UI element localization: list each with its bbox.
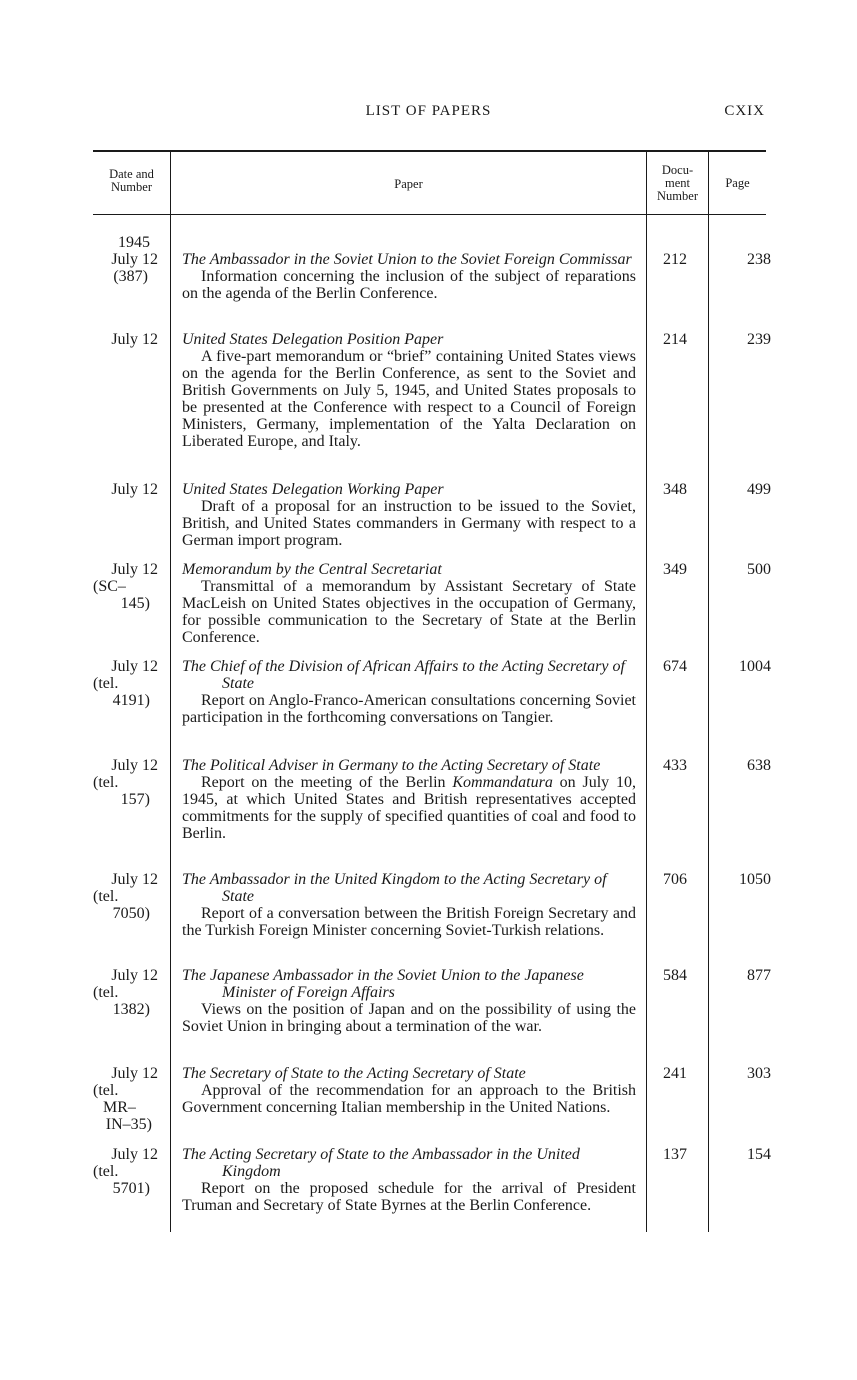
document-number: 584 bbox=[663, 967, 687, 984]
column-header-doc-line: Number bbox=[657, 189, 698, 203]
date-line: (SC– bbox=[93, 578, 126, 595]
date-line: (tel. bbox=[93, 675, 119, 692]
date-cell bbox=[93, 561, 158, 612]
date-number: 7050) bbox=[112, 905, 150, 922]
date-line: (tel. bbox=[93, 774, 119, 791]
document-number: 433 bbox=[663, 757, 687, 774]
papers-table bbox=[93, 150, 771, 1232]
date-line: (tel. bbox=[93, 888, 119, 905]
header-bottom-rule bbox=[93, 214, 766, 215]
paper-description: A five-part memorandum or “brief” containing United States views on the agenda for the Berlin Conference, as sent to the Soviet and British Governments on July 5, 1945, and United States proposals to be presented at the Conference with respect to a Council of Foreign Ministers, Germany, implementation of the Yalta Declaration on Liberated Europe, and Italy. bbox=[182, 348, 636, 450]
paper-title: United States Delegation Working Paper bbox=[182, 481, 444, 498]
date-line: MR– bbox=[103, 1099, 136, 1116]
paper-cell bbox=[182, 561, 636, 646]
date-number: 1382) bbox=[112, 1001, 150, 1018]
column-header-date bbox=[93, 168, 170, 194]
document-number: 214 bbox=[663, 331, 687, 348]
date-line: (tel. bbox=[93, 1082, 119, 1099]
date-line: (tel. bbox=[93, 984, 119, 1001]
paper-title: The Secretary of State to the Acting Secretary of State bbox=[182, 1065, 526, 1082]
date-line: July 12 bbox=[111, 481, 158, 498]
date-line: July 12 bbox=[111, 331, 158, 348]
column-divider-date bbox=[170, 152, 171, 1232]
document-number: 348 bbox=[663, 481, 687, 498]
paper-description: Draft of a proposal for an instruction to be issued to the Soviet, British, and United States commanders in Germany with respect to a German import program. bbox=[182, 498, 636, 549]
column-header-date-line: Date and bbox=[109, 167, 154, 181]
date-cell bbox=[93, 234, 158, 285]
date-number: 5701) bbox=[112, 1180, 150, 1197]
paper-cell bbox=[182, 1065, 636, 1116]
document-number: 212 bbox=[663, 251, 687, 268]
column-header-paper-text: Paper bbox=[394, 177, 423, 191]
paper-cell bbox=[182, 757, 636, 842]
date-number: 157) bbox=[120, 791, 150, 808]
column-header-page bbox=[709, 177, 766, 190]
paper-description: Approval of the recommendation for an approach to the British Government concerning Italian membership in the United Nations. bbox=[182, 1082, 636, 1116]
document-number: 241 bbox=[663, 1065, 687, 1082]
document-number: 674 bbox=[663, 658, 687, 675]
column-header-page-text: Page bbox=[725, 176, 750, 190]
document-number: 349 bbox=[663, 561, 687, 578]
column-header-doc-line: Docu- bbox=[661, 163, 694, 177]
date-line: July 12 bbox=[111, 1146, 158, 1163]
paper-title: The Political Adviser in Germany to the Acting Secretary of State bbox=[182, 757, 601, 774]
date-cell bbox=[93, 658, 158, 709]
page-number: 877 bbox=[747, 967, 771, 984]
paper-cell bbox=[182, 251, 636, 302]
paper-cell bbox=[182, 967, 636, 1035]
column-header-doc-line: ment bbox=[665, 176, 690, 190]
date-number: IN–35) bbox=[105, 1116, 152, 1133]
paper-description: Report of a conversation between the British Foreign Secretary and the Turkish Foreign Minister concerning Soviet-Turkish relations. bbox=[182, 905, 636, 939]
date-cell bbox=[93, 967, 158, 1018]
paper-cell bbox=[182, 871, 636, 939]
date-line: July 12 bbox=[111, 251, 158, 268]
document-number: 706 bbox=[663, 871, 687, 888]
column-header-date-line: Number bbox=[111, 180, 152, 194]
page-number: 1004 bbox=[739, 658, 771, 675]
column-header-paper bbox=[171, 178, 646, 191]
page-number: 638 bbox=[747, 757, 771, 774]
column-divider-paper bbox=[646, 152, 647, 1232]
date-line: July 12 bbox=[111, 967, 158, 984]
date-cell bbox=[93, 331, 158, 348]
date-cell bbox=[93, 871, 158, 922]
paper-description: Information concerning the inclusion of the subject of reparations on the agenda of the Berlin Conference. bbox=[182, 268, 636, 302]
paper-description: Report on Anglo-Franco-American consultations concerning Soviet participation in the forthcoming conversations on Tangier. bbox=[182, 692, 636, 726]
column-header-doc bbox=[647, 164, 708, 203]
document-number: 137 bbox=[663, 1146, 687, 1163]
date-cell bbox=[93, 481, 158, 498]
paper-cell bbox=[182, 658, 636, 726]
date-cell bbox=[93, 1065, 158, 1133]
date-number: (387) bbox=[113, 268, 148, 285]
date-cell bbox=[93, 1146, 158, 1197]
date-line: (tel. bbox=[93, 1163, 119, 1180]
date-line: July 12 bbox=[111, 658, 158, 675]
page-number: 500 bbox=[747, 561, 771, 578]
page-number: 238 bbox=[747, 251, 771, 268]
top-rule bbox=[93, 150, 766, 152]
paper-title: United States Delegation Position Paper bbox=[182, 331, 444, 348]
date-line: July 12 bbox=[111, 757, 158, 774]
date-year: 1945 bbox=[118, 234, 150, 251]
paper-cell bbox=[182, 331, 636, 450]
paper-cell bbox=[182, 481, 636, 549]
page-number: 239 bbox=[747, 331, 771, 348]
date-line: July 12 bbox=[111, 561, 158, 578]
page-number: 1050 bbox=[739, 871, 771, 888]
paper-description: Views on the position of Japan and on the possibility of using the Soviet Union in bringing about a termination of the war. bbox=[182, 1001, 636, 1035]
paper-description: Report on the meeting of the Berlin Kommandatura on July 10, 1945, at which United States and British representatives accepted commitments for the supply of specified quantities of coal and food to Berlin. bbox=[182, 774, 637, 842]
paper-cell bbox=[182, 1146, 636, 1214]
date-line: July 12 bbox=[111, 871, 158, 888]
paper-title: The Chief of the Division of African Affairs to the Acting Secretary of State bbox=[182, 658, 625, 692]
paper-title: The Japanese Ambassador in the Soviet Union to the Japanese Minister of Foreign Affairs bbox=[182, 967, 584, 1001]
date-number: 4191) bbox=[112, 692, 150, 709]
paper-title: The Ambassador in the United Kingdom to the Acting Secretary of State bbox=[182, 871, 607, 905]
date-line: July 12 bbox=[111, 1065, 158, 1082]
date-number: 145) bbox=[120, 595, 150, 612]
paper-title: Memorandum by the Central Secretariat bbox=[182, 561, 442, 578]
page-folio: CXIX bbox=[724, 103, 765, 119]
paper-title: The Ambassador in the Soviet Union to the Soviet Foreign Commissar bbox=[182, 251, 632, 268]
paper-description: Transmittal of a memorandum by Assistant Secretary of State MacLeish on United States objectives in the occupation of Germany, for possible communication to the Secretary of State at the Berlin Conference. bbox=[182, 578, 636, 646]
page-number: 499 bbox=[747, 481, 771, 498]
paper-title: The Acting Secretary of State to the Ambassador in the United Kingdom bbox=[182, 1146, 580, 1180]
page-number: 154 bbox=[747, 1146, 771, 1163]
paper-description: Report on the proposed schedule for the arrival of President Truman and Secretary of State Byrnes at the Berlin Conference. bbox=[182, 1180, 636, 1214]
date-cell bbox=[93, 757, 158, 808]
running-head bbox=[0, 103, 857, 127]
page-title: LIST OF PAPERS bbox=[365, 103, 492, 119]
page-number: 303 bbox=[747, 1065, 771, 1082]
